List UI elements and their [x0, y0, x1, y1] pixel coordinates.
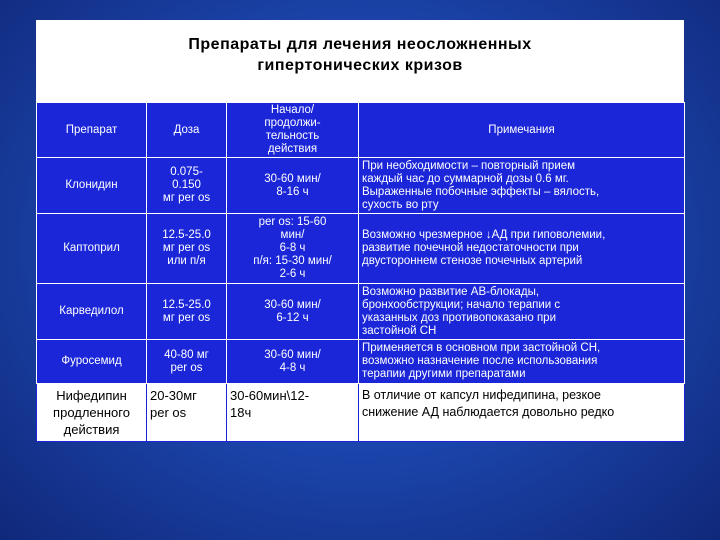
- cell-dose: [147, 214, 227, 284]
- cell-dose: [147, 284, 227, 340]
- cell-line: 8-16 ч: [276, 185, 309, 198]
- header-notes: Примечания: [359, 103, 685, 158]
- cell-line: мг per os: [162, 311, 211, 324]
- header-dose: Доза: [147, 103, 227, 158]
- cell-line: Возможно чрезмерное ↓АД при гиповолемии,: [362, 229, 606, 241]
- header-onset-line: тельность: [265, 130, 320, 142]
- cell-line: 30-60 мин/: [264, 298, 321, 311]
- cell-line: мг per os: [162, 192, 211, 204]
- cell-drug: [37, 340, 147, 384]
- cell-onset: [227, 340, 359, 384]
- cell-line: per os: [150, 405, 187, 420]
- cell-notes: [359, 340, 685, 384]
- slide: [36, 20, 684, 440]
- cell-line: При необходимости – повторный прием: [362, 159, 576, 172]
- header-onset-line: продолжи-: [264, 117, 321, 129]
- cell-line: 0.150: [172, 179, 201, 191]
- cell-line: застойной СН: [362, 324, 437, 337]
- cell-line: продленного: [53, 405, 130, 420]
- title-line-1: Препараты для лечения неосложненных: [188, 36, 532, 53]
- cell-line: Применяется в основном при застойной СН,: [362, 342, 601, 354]
- cell-onset: [227, 158, 359, 214]
- cell-line: Выраженные побочные эффекты – вялость,: [362, 185, 600, 198]
- cell-onset: [227, 284, 359, 340]
- cell-drug: [37, 284, 147, 340]
- cell-onset: [227, 384, 359, 442]
- cell-dose: [147, 340, 227, 384]
- cell-notes: [359, 158, 685, 214]
- cell-line: Карведилол: [59, 305, 124, 317]
- cell-line: мин/: [280, 229, 305, 241]
- table-row: [37, 158, 685, 214]
- cell-drug: [37, 214, 147, 284]
- table-row: [37, 214, 685, 284]
- cell-line: 6-12 ч: [276, 311, 309, 324]
- cell-line: 0.075-: [170, 166, 203, 178]
- cell-line: 20-30мг: [150, 388, 197, 403]
- cell-dose: [147, 158, 227, 214]
- slide-title: [36, 34, 684, 76]
- header-drug: Препарат: [37, 103, 147, 158]
- cell-line: снижение АД наблюдается довольно редко: [362, 405, 615, 419]
- cell-line: развитие почечной недостаточности при: [362, 242, 579, 254]
- table-row: [37, 340, 685, 384]
- cell-line: указанных доз противопоказано при: [362, 311, 556, 324]
- cell-line: 12.5-25.0: [162, 298, 211, 311]
- cell-line: или п/я: [167, 255, 206, 267]
- cell-line: двустороннем стенозе почечных артерий: [362, 255, 583, 267]
- cell-line: действия: [63, 422, 120, 437]
- cell-line: 30-60мин\12-: [230, 388, 310, 403]
- cell-dose: [147, 384, 227, 442]
- cell-line: Фуросемид: [61, 355, 122, 367]
- cell-line: 30-60 мин/: [264, 348, 321, 361]
- cell-line: per os: [170, 361, 203, 374]
- cell-line: Возможно развитие АВ-блокады,: [362, 285, 540, 298]
- cell-line: 6-8 ч: [279, 242, 306, 254]
- cell-line: сухость во рту: [362, 198, 439, 211]
- cell-line: 40-80 мг: [164, 348, 209, 361]
- cell-line: 12.5-25.0: [162, 229, 211, 241]
- cell-drug: [37, 158, 147, 214]
- cell-line: п/я: 15-30 мин/: [253, 255, 332, 267]
- table-row: [37, 384, 685, 442]
- table-header-row: [37, 103, 685, 158]
- cell-line: терапии другими препаратами: [362, 368, 526, 380]
- cell-line: Нифедипин: [56, 388, 127, 403]
- title-line-2: гипертонических кризов: [257, 57, 463, 74]
- cell-line: каждый час до суммарной дозы 0.6 мг.: [362, 172, 569, 185]
- cell-line: Клонидин: [65, 179, 118, 191]
- cell-onset: [227, 214, 359, 284]
- cell-notes: [359, 214, 685, 284]
- cell-line: возможно назначение после использования: [362, 355, 598, 367]
- cell-line: бронхообструкции; начало терапии с: [362, 298, 561, 311]
- cell-line: 30-60 мин/: [264, 172, 321, 185]
- cell-line: Каптоприл: [63, 242, 120, 254]
- table-row: [37, 284, 685, 340]
- header-onset-line: Начало/: [270, 104, 315, 116]
- drug-table: [36, 102, 685, 442]
- cell-line: мг per os: [162, 242, 211, 254]
- cell-line: 18ч: [230, 405, 252, 420]
- header-onset-line: действия: [267, 143, 318, 155]
- cell-notes: [359, 384, 685, 442]
- cell-line: В отличие от капсул нифедипина, резкое: [362, 388, 602, 402]
- cell-drug: [37, 384, 147, 442]
- cell-line: per os: 15-60: [258, 216, 327, 228]
- cell-line: 2-6 ч: [279, 268, 306, 280]
- cell-notes: [359, 284, 685, 340]
- header-onset: [227, 103, 359, 158]
- cell-line: 4-8 ч: [279, 361, 306, 374]
